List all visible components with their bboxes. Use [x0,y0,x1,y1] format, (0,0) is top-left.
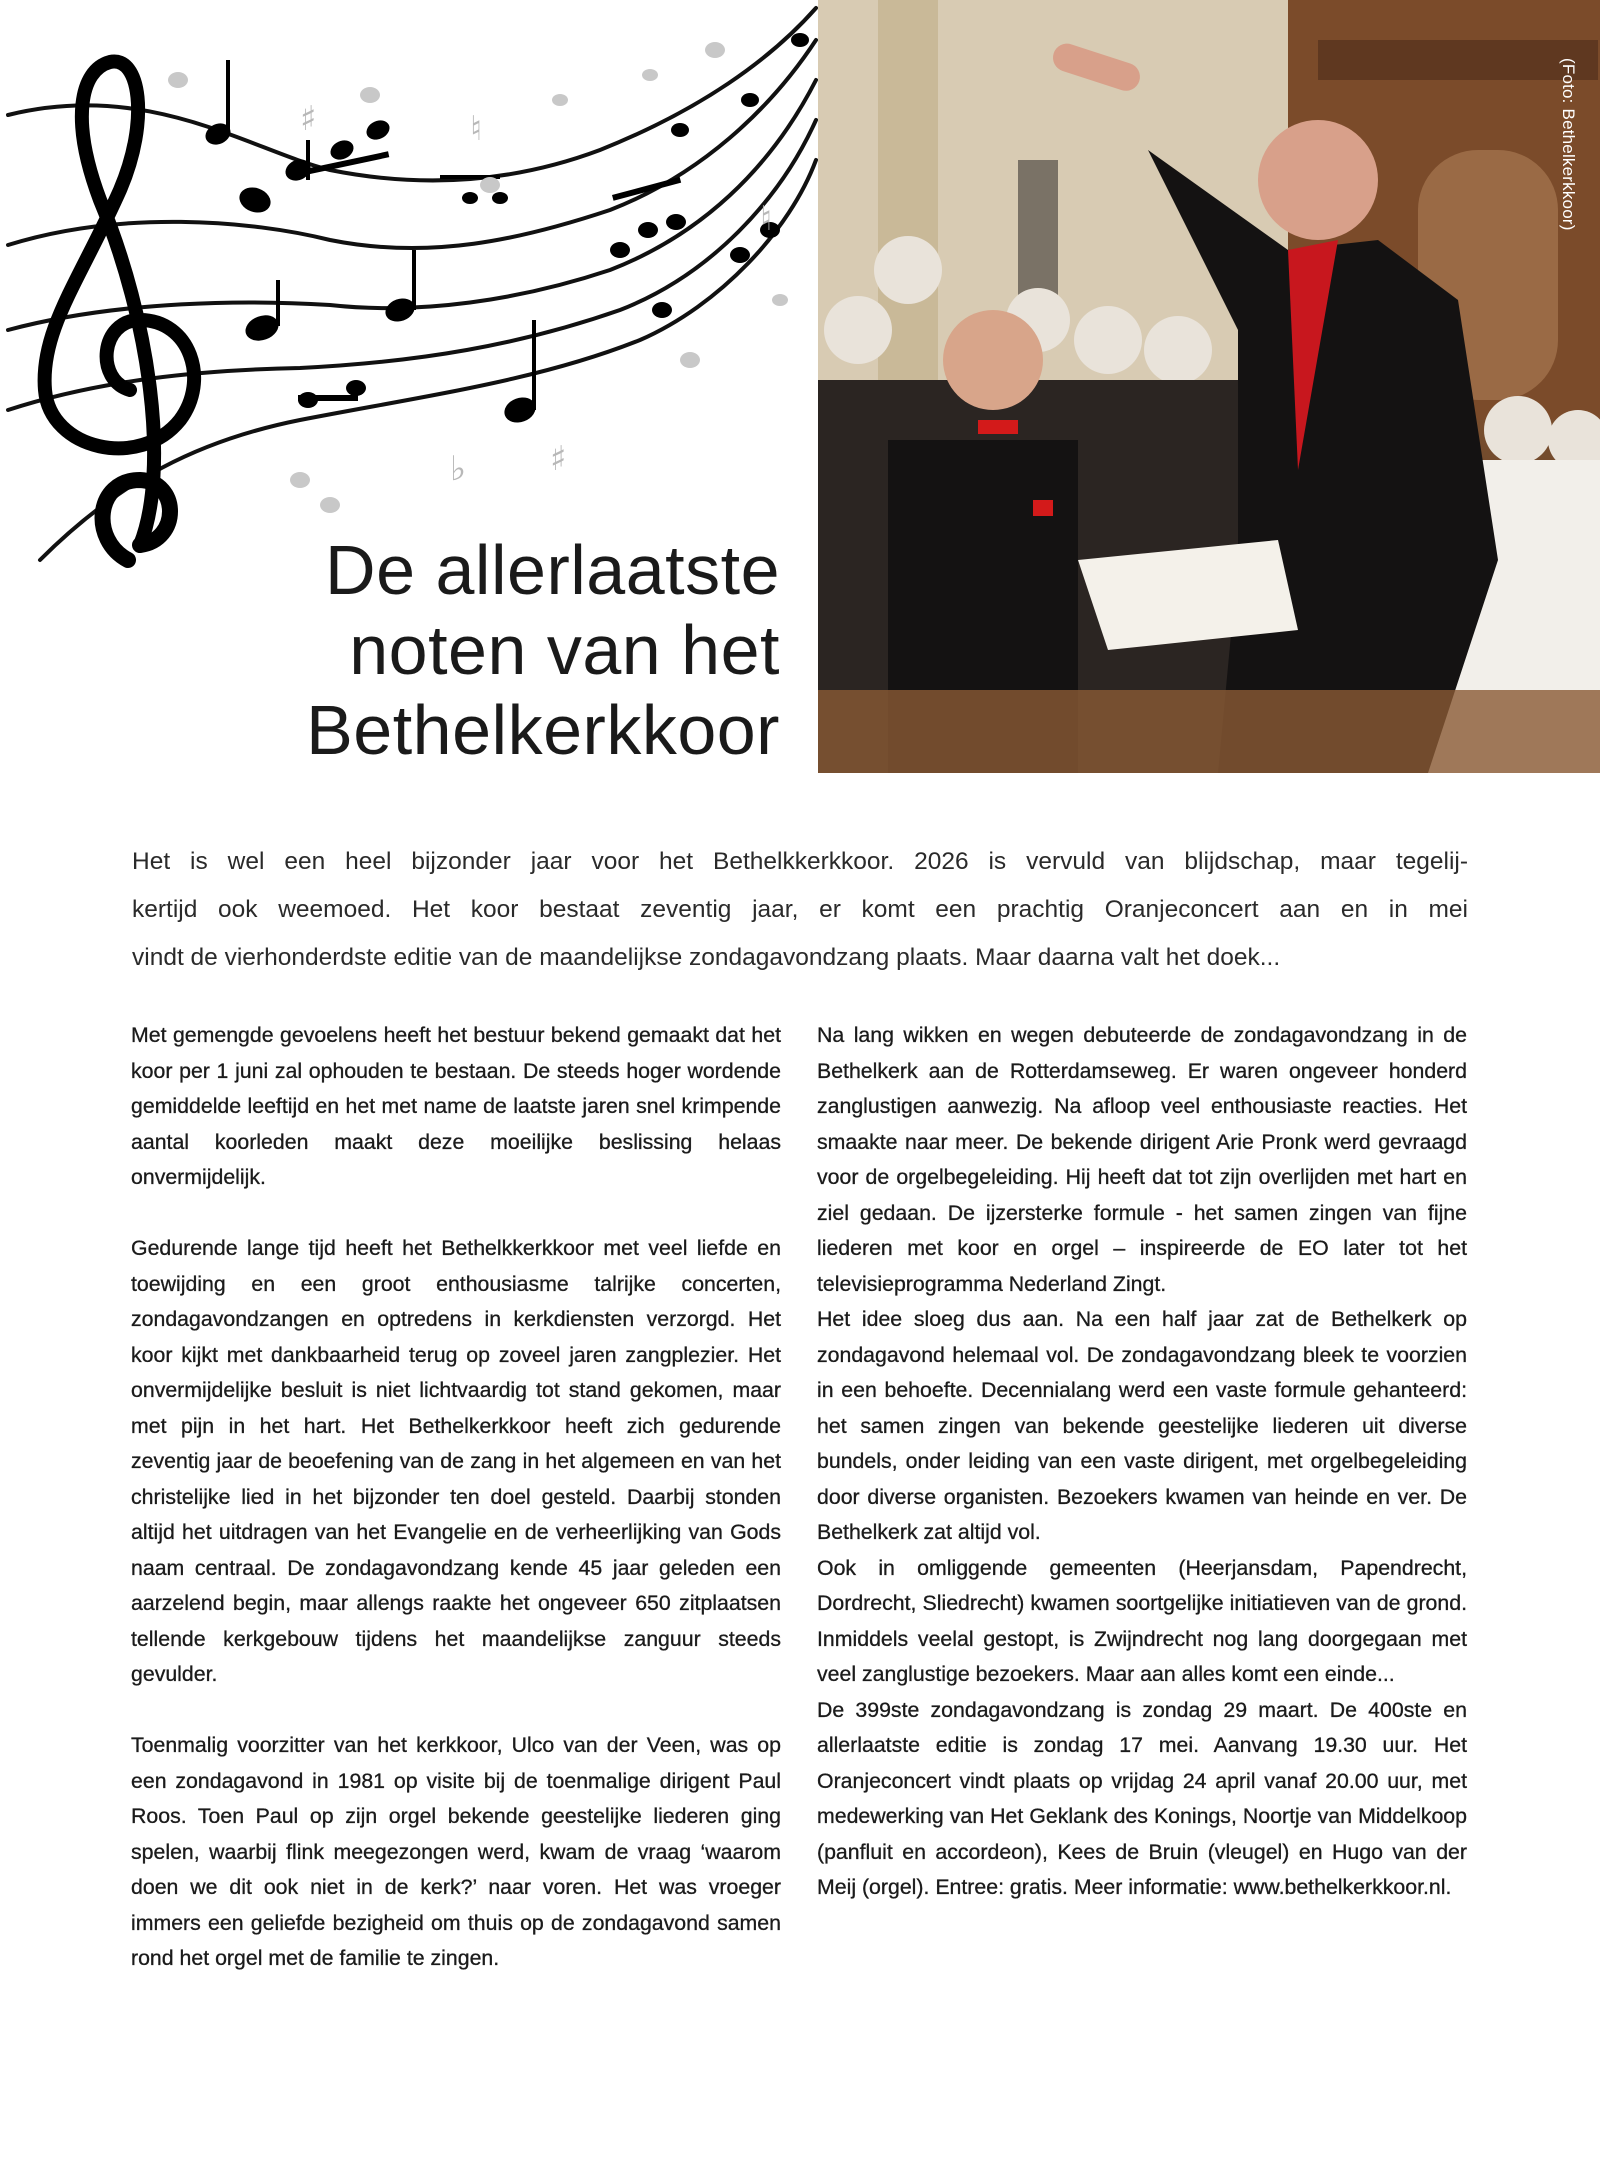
body-paragraph: Ook in omliggende gemeenten (Heerjansdam, Papendrecht, Dordrecht, Sliedrecht) kwamen soortgelijke initiatieven van de grond. Inmiddels veelal gestopt, is Zwijndrecht nog lang doorgegaan met veel zanglustige bezoekers. Maar aan alles komt een einde... [817,1555,1467,1686]
body-paragraph: Het idee sloeg dus aan. Na een half jaar zat de Bethelkerk op zondagavond helemaal vol. De zondagavondzang bleek te voorzien in een behoefte. Decennialang werd een vaste formule gehanteerd: het samen zingen van bekende geestelijke liederen uit diverse bundels, onder leiding van een vaste dirigent, met orgelbegeleiding door diverse organisten. Bezoekers kwamen van heinde en ver. De Bethelkerk zat altijd vol. [817,1307,1467,1544]
photo-credit: (Foto: Bethelkerkkoor) [1559,58,1578,231]
intro-line: Het is wel een heel bijzonder jaar voor het Bethelkkerkkoor. 2026 is vervuld van blijdschap, maar tegelij- [132,848,1468,875]
title-line: noten van het [349,611,780,689]
body-paragraph: Na lang wikken en wegen debuteerde de zondagavondzang in de Bethelkerk aan de Rotterdamseweg. Er waren ongeveer honderd zanglustigen aanwezig. Na afloop veel enthousiaste reacties. Het smaakte naar meer. De bekende dirigent Arie Pronk werd gevraagd voor de orgelbegeleiding. Hij heeft dat tot zijn overlijden met hart en ziel gedaan. De ijzersterke formule - het samen zingen van fijne liederen met koor en orgel – inspireerde de EO later tot het televisieprogramma Nederland Zingt. [817,1023,1467,1296]
article-intro [132,838,1468,982]
photo-illustration [818,0,1600,773]
choir-concert-photo [818,0,1600,773]
svg-text:♮: ♮ [760,199,773,239]
body-paragraph: Met gemengde gevoelens heeft het bestuur bekend gemaakt dat het koor per 1 juni zal ophouden te bestaan. De steeds hoger wordende gemiddelde leeftijd en het met name de laatste jaren snel krimpende aantal koorleden maakt deze moeilijke beslissing helaas onvermijdelijk. [131,1023,781,1189]
svg-text:♯: ♯ [550,439,567,479]
body-paragraph: De 399ste zondagavondzang is zondag 29 maart. De 400ste en allerlaatste editie is zondag 17 mei. Aanvang 19.30 uur. Het Oranjeconcert vindt plaats op vrijdag 24 april vanaf 20.00 uur, met medewerking van Het Geklank des Konings, Noortje van Middelkoop (panfluit en accordeon), Kees de Bruin (vleugel) en Hugo van der Meij (orgel). Entree: gratis. Meer informatie: www.bethelkerkkoor.nl. [817,1697,1467,1899]
intro-line: kertijd ook weemoed. Het koor bestaat zeventig jaar, er komt een prachtig Oranjeconcert aan en in mei [132,896,1468,923]
intro-line: vindt de vierhonderdste editie van de maandelijkse zondagavondzang plaats. Maar daarna valt het doek... [132,944,1281,971]
body-column-left [131,1018,781,1977]
body-paragraph: Toenmalig voorzitter van het kerkkoor, Ulco van der Veen, was op een zondagavond in 1981 op visite bij de toenmalige dirigent Paul Roos. Toen Paul op zijn orgel bekende geestelijke liederen ging spelen, waarbij flink meegezongen werd, kwam de vraag ‘waarom doen we dit ook niet in de kerk?’ naar voren. Het was vroeger immers een geliefde bezigheid om thuis op de zondagavond samen rond het orgel met de familie te zingen. [131,1733,781,1970]
svg-text:♭: ♭ [450,449,467,489]
body-column-right [817,1018,1467,1906]
svg-text:♯: ♯ [300,99,317,139]
title-line: Bethelkerkkoor [306,691,780,769]
article-title [140,530,780,770]
svg-text:♮: ♮ [470,109,483,149]
title-line: De allerlaatste [325,531,780,609]
body-paragraph: Gedurende lange tijd heeft het Bethelkkerkkoor met veel liefde en toewijding en een groot enthousiasme talrijke concerten, zondagavondzangen en optredens in kerkdiensten verzorgd. Het koor kijkt met dankbaarheid terug op zoveel jaren zangplezier. Het onvermijdelijke besluit is niet lichtvaardig tot stand gekomen, maar met pijn in het hart. Het Bethelkerkkoor heeft zich gedurende zeventig jaar de beoefening van de zang in het algemeen en van het christelijke lied in het bijzonder ten doel gesteld. Daarbij stonden altijd het uitdragen van het Evangelie en de verheerlijking van Gods naam centraal. De zondagavondzang kende 45 jaar geleden een aarzelend begin, maar allengs raakte het ongeveer 650 zitplaatsen tellende kerkgebouw tijdens het maandelijkse zanguur steeds gevulder. [131,1236,781,1686]
